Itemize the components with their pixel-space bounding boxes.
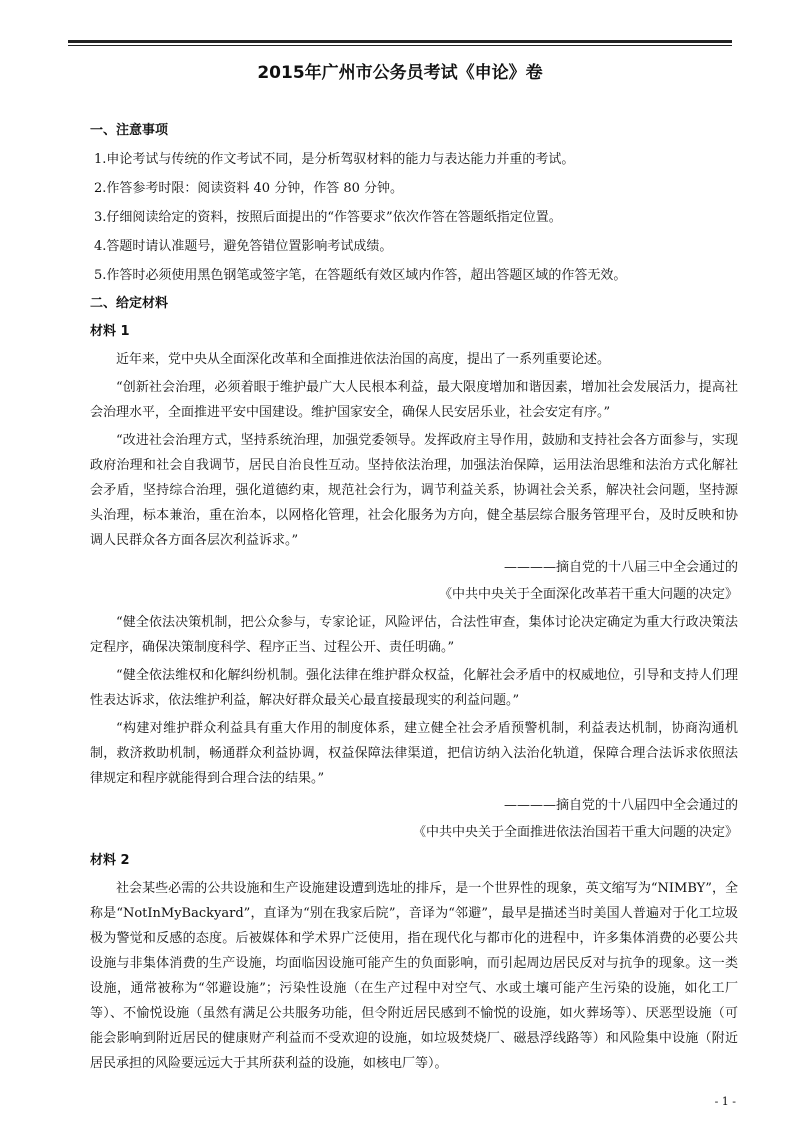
section-heading-notes: 一、注意事项 <box>90 123 169 138</box>
section-heading-materials: 二、给定材料 <box>90 296 169 311</box>
document-body <box>90 118 738 1076</box>
page-number: - 1 - <box>714 1095 736 1108</box>
note-item-5: 5.作答时必须使用黑色钢笔或签字笔，在答题纸有效区域内作答，超出答题区域的作答无效。 <box>94 268 627 283</box>
note-item-4: 4.答题时请认准题号，避免答错位置影响考试成绩。 <box>94 239 393 254</box>
source-citation: ————摘自党的十八届四中全会通过的 <box>503 798 738 813</box>
material-1-paragraph: “构建对维护群众利益具有重大作用的制度体系，建立健全社会矛盾预警机制，利益表达机制，协商沟通机制，救济救助机制，畅通群众利益协调，权益保障法律渠道，把信访纳入法治化轨道，保障合理合法诉求依照法律规定和程序就能得到合理合法的结果。” <box>90 721 738 786</box>
source-citation: 《中共中央关于全面深化改革若干重大问题的决定》 <box>438 587 738 602</box>
material-1-paragraph: “改进社会治理方式，坚持系统治理，加强党委领导。发挥政府主导作用，鼓励和支持社会各方面参与，实现政府治理和社会自我调节，居民自治良性互动。坚持依法治理，加强法治保障，运用法治思维和法治方式化解社会矛盾，坚持综合治理，强化道德约束，规范社会行为，调节利益关系，协调社会关系，解决社会问题，坚持源头治理，标本兼治，重在治本，以网格化管理，社会化服务为方向，健全基层综合服务管理平台，及时反映和协调人民群众各方面各层次利益诉求。” <box>90 433 738 548</box>
material-2-label: 材料 2 <box>90 853 130 868</box>
note-item-2: 2.作答参考时限：阅读资料 40 分钟，作答 80 分钟。 <box>94 181 404 196</box>
document-title: 2015年广州市公务员考试《申论》卷 <box>257 63 543 83</box>
material-2-paragraph: 社会某些必需的公共设施和生产设施建设遭到选址的排斥，是一个世界性的现象，英文缩写为“NIMBY”，全称是“NotInMyBackyard”，直译为“别在我家后院”，音译为“邻避”，最早是描述当时美国人普遍对于化工垃圾极为警觉和反感的态度。后被媒体和学术界广泛使用，指在现代化与都市化的进程中，许多集体消费的必要公共设施与非集体消费的生产设施，均面临因设施可能产生的负面影响，而引起周边居民反对与抗争的现象。这一类设施，通常被称为“邻避设施”；污染性设施（在生产过程中对空气、水或土壤可能产生污染的设施，如化工厂等）、不愉悦设施（虽然有满足公共服务功能，但令附近居民感到不愉悦的设施，如火葬场等）、厌恶型设施（可能会影响到附近居民的健康财产利益而不受欢迎的设施，如垃圾焚烧厂、磁悬浮线路等）和风险集中设施（附近居民承担的风险要远远大于其所获利益的设施，如核电厂等）。 <box>90 881 738 1071</box>
header-rule-thin <box>68 45 732 46</box>
material-1-label: 材料 1 <box>90 324 130 339</box>
note-item-3: 3.仔细阅读给定的资料，按照后面提出的“作答要求”依次作答在答题纸指定位置。 <box>94 210 562 225</box>
note-item-1: 1.申论考试与传统的作文考试不同，是分析驾驭材料的能力与表达能力并重的考试。 <box>94 152 575 167</box>
header-rule-thick <box>68 40 732 43</box>
source-citation: ————摘自党的十八届三中全会通过的 <box>503 560 738 575</box>
material-1-paragraph: “健全依法维权和化解纠纷机制。强化法律在维护群众权益，化解社会矛盾中的权威地位，引导和支持人们理性表达诉求，依法维护利益，解决好群众最关心最直接最现实的利益问题。” <box>90 668 738 708</box>
material-1-paragraph: “健全依法决策机制，把公众参与，专家论证，风险评估，合法性审查，集体讨论决定确定为重大行政决策法定程序，确保决策制度科学、程序正当、过程公开、责任明确。” <box>90 615 738 655</box>
material-1-paragraph: “创新社会治理，必须着眼于维护最广大人民根本利益，最大限度增加和谐因素，增加社会发展活力，提高社会治理水平，全面推进平安中国建设。维护国家安全，确保人民安居乐业，社会安定有序。” <box>90 380 738 420</box>
source-citation: 《中共中央关于全面推进依法治国若干重大问题的决定》 <box>412 825 738 840</box>
material-1-paragraph: 近年来，党中央从全面深化改革和全面推进依法治国的高度，提出了一系列重要论述。 <box>116 352 611 367</box>
